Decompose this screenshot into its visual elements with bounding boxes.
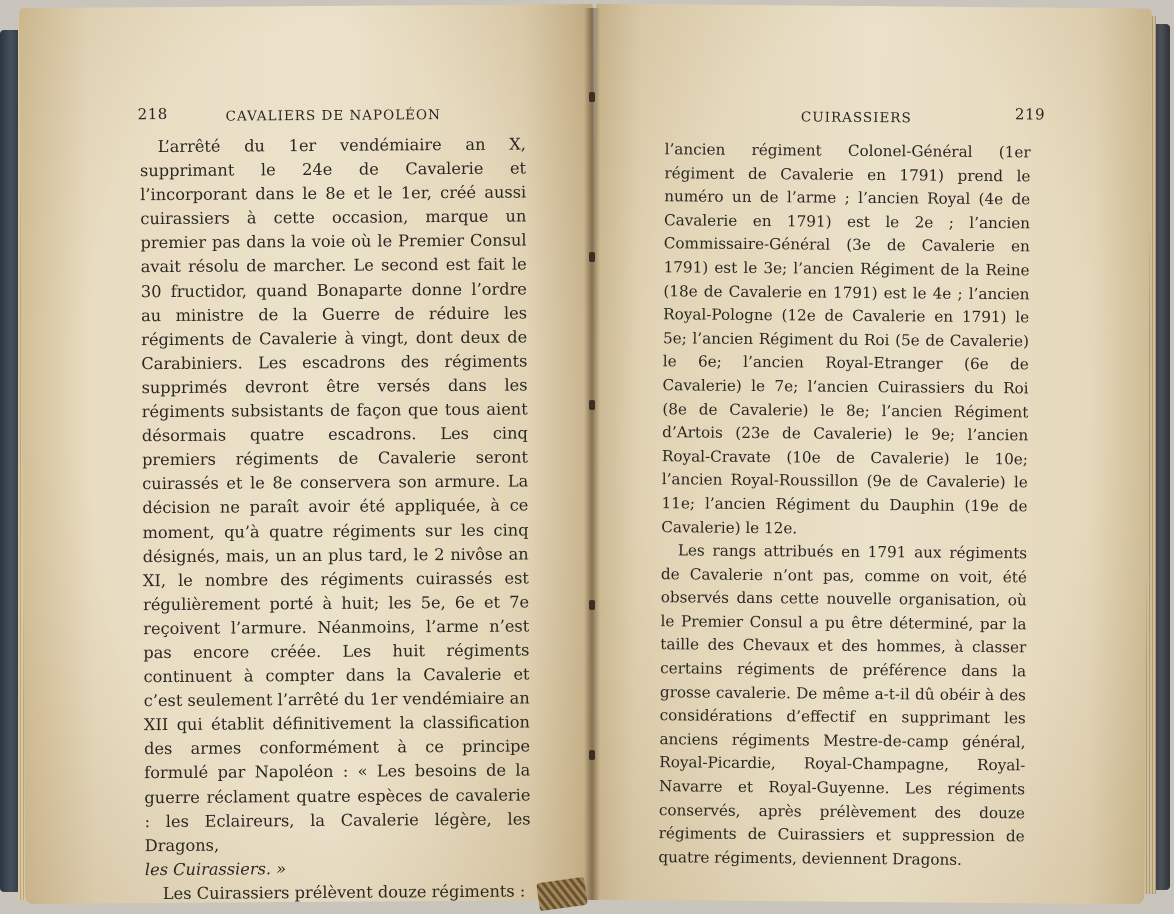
italic-quote-ending: les Cuirassiers. » — [144, 858, 287, 879]
running-title: CUIRASSIERS — [800, 109, 912, 127]
paragraph: Les rangs attribués en 1791 aux régiments de Cavalerie n’ont pas, comme on voit, été observés dans cette nouvelle organisation, où le Premier Consul a pu être déterminé, par la taille des Chevaux et des hommes, à classer certains régiments de préférence dans la grosse cavalerie. De même a-t-il dû obéir à des considérations d’effectif en supprimant les anciens régiments Mestre-de-camp général, Royal-Picardie, Royal-Champagne, Royal-Navarre et Royal-Guyenne. Les régiments conservés, après prélèvement des douze régiments de Cuirassiers et suppression de quatre régiments, deviennent Dragons. — [658, 541, 1028, 869]
page-number: 218 — [137, 104, 168, 124]
bookmark-ribbon — [536, 877, 587, 911]
page-number: 219 — [1014, 105, 1046, 124]
binding-stitch — [589, 92, 595, 102]
binding-stitch — [589, 252, 595, 262]
paragraph: l’ancien régiment Colonel-Général (1er régiment de Cavalerie en 1791) prend le numéro un de l’arme ; l’ancien Royal (4e de Cavalerie en 1791) est le 2e ; l’ancien Commissaire-Général (3e de Cavalerie en 1791) est le 3e; l’ancien Régiment de la Reine (18e de Cavalerie en 1791) est le 4e ; l’ancien Royal-Pologne (12e de Cavalerie en 1791) le 5e; l’ancien Régiment du Roi (5e de Cavalerie) le 6e; l’ancien Royal-Etranger (6e de Cavalerie) le 7e; l’ancien Cuirassiers du Roi (8e de Cavalerie) le 8e; l’ancien Régiment d’Artois (23e de Cavalerie) le 9e; l’ancien Royal-Cravate (10e de Cavalerie) le 10e; l’ancien Royal-Roussillon (9e de Cavalerie) le 11e; l’ancien Régiment du Dauphin (19e de Cavalerie) le 12e. — [661, 140, 1031, 537]
paragraph: L’arrêté du 1er vendémiaire an X, supprimant le 24e de Cavalerie et l’incorporant dans le 8e et le 1er, créé aussi cuirassiers à cette occasion, marque un premier pas dans la voie où le Premier Consul avait résolu de marcher. Le second est fait le 30 fructidor, quand Bonaparte donne l’ordre au ministre de la Guerre de réduire les régiments de Cavalerie à vingt, dont deux de Carabiniers. Les escadrons des régiments supprimés devront être versés dans les régiments subsistants de façon que tous aient désormais quatre escadrons. Les cinq premiers régiments de Cavalerie seront cuirassés et le 8e conservera son armure. La décision ne paraît avoir été appliquée, à ce moment, qu’à quatre régiments sur les cinq désignés, mais, un an plus tard, le 2 nivôse an XI, le nombre des régiments cuirassés est régulièrement porté à huit; les 5e, 6e et 7e reçoivent l’armure. Néanmoins, l’arme n’est pas encore créée. Les huit régiments continuent à compter dans la Cavalerie et c’est seulement l’arrêté du 1er vendémiaire an XII qui établit définitivement la classification des armes conformément à ce principe formulé par Napoléon : « Les besoins de la guerre réclament quatre espèces de cavalerie : les Eclaireurs, la Cavalerie légère, les Dragons, — [139, 134, 531, 855]
left-page — [19, 4, 599, 904]
binding-stitch — [589, 400, 595, 410]
paragraph: Les Cuirassiers prélèvent douze régiments : — [162, 881, 526, 903]
body-text — [140, 132, 531, 906]
running-title: CAVALIERS DE NAPOLÉON — [225, 107, 441, 125]
binding-stitch — [589, 600, 595, 610]
book-gutter — [584, 8, 600, 900]
right-page — [588, 4, 1152, 905]
body-text — [658, 138, 1030, 873]
binding-stitch — [589, 750, 595, 760]
